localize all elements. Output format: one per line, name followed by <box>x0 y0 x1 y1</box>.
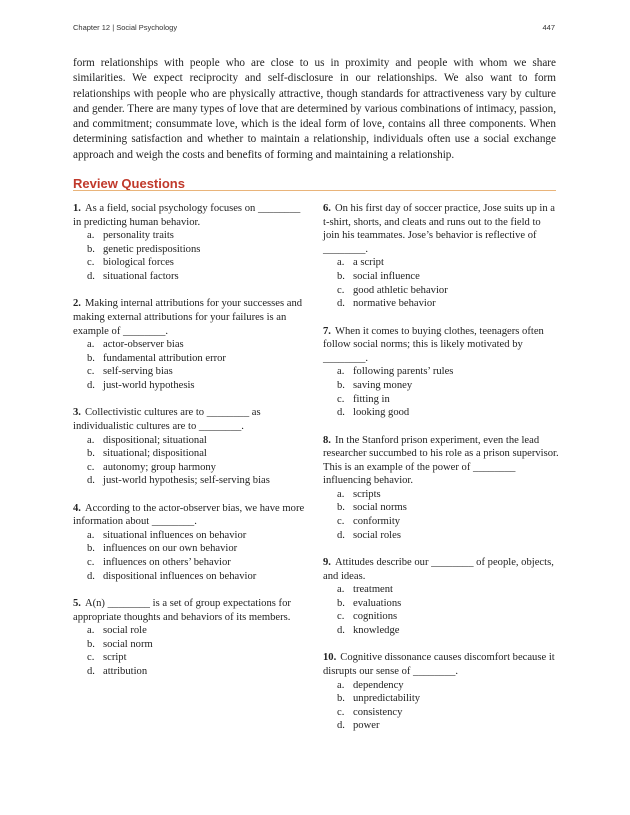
review-question <box>323 651 559 733</box>
option-text: knowledge <box>353 625 400 637</box>
option-letter: c. <box>337 706 345 718</box>
option-text: social norm <box>103 638 153 650</box>
answer-options <box>73 434 309 488</box>
answer-option <box>337 270 559 284</box>
option-letter: a. <box>337 366 345 378</box>
option-text: just-world hypothesis; self-serving bias <box>103 475 270 487</box>
option-text: autonomy; group harmony <box>103 461 216 473</box>
question-number: 5. <box>73 598 81 610</box>
question-text: According to the actor-observer bias, we have more information about ________. <box>73 502 305 528</box>
question-spacer <box>73 393 309 407</box>
option-text: treatment <box>353 584 394 596</box>
option-text: unpredictability <box>353 693 421 705</box>
answer-option <box>87 638 309 652</box>
answer-option <box>87 461 309 475</box>
option-letter: d. <box>337 529 345 541</box>
option-letter: b. <box>87 243 95 255</box>
answer-option <box>87 270 309 284</box>
answer-option <box>87 379 309 393</box>
option-text: social role <box>103 625 147 637</box>
option-text: evaluations <box>353 597 402 609</box>
option-letter: d. <box>87 270 95 282</box>
question-number: 10. <box>323 652 337 664</box>
option-letter: a. <box>87 529 95 541</box>
answer-option <box>337 488 559 502</box>
answer-options <box>323 488 559 542</box>
question-spacer <box>73 488 309 502</box>
option-letter: d. <box>87 475 95 487</box>
answer-option <box>337 692 559 706</box>
answer-option <box>87 243 309 257</box>
option-text: following parents’ rules <box>353 366 454 378</box>
question-stem <box>323 325 559 366</box>
option-letter: c. <box>87 366 95 378</box>
answer-option <box>87 624 309 638</box>
answer-option <box>337 624 559 638</box>
section-title: Review Questions <box>73 176 185 191</box>
answer-option <box>337 406 559 420</box>
option-letter: d. <box>87 570 95 582</box>
option-letter: a. <box>87 230 95 242</box>
review-question <box>73 297 309 392</box>
question-text: Cognitive dissonance causes discomfort because it disrupts our sense of ________. <box>323 652 555 677</box>
option-letter: b. <box>87 638 95 650</box>
question-number: 2. <box>73 298 81 310</box>
option-letter: d. <box>87 379 95 391</box>
question-text: As a field, social psychology focuses on ________ in predicting human behavior. <box>73 203 301 228</box>
option-text: influences on others’ behavior <box>103 557 231 569</box>
option-text: conformity <box>353 516 401 528</box>
question-text: A(n) ________ is a set of group expectations for appropriate thoughts and behaviors of its members. <box>73 598 291 623</box>
answer-option <box>87 542 309 556</box>
option-text: genetic predispositions <box>103 243 201 255</box>
option-text: attribution <box>103 666 148 677</box>
answer-option <box>87 365 309 379</box>
review-question <box>323 556 559 638</box>
answer-option <box>87 665 309 679</box>
option-text: a script <box>353 257 384 269</box>
option-letter: a. <box>337 584 345 596</box>
option-text: normative behavior <box>353 298 436 310</box>
answer-options <box>73 229 309 283</box>
answer-option <box>87 256 309 270</box>
question-stem <box>73 597 309 624</box>
option-text: personality traits <box>103 230 174 242</box>
option-text: situational influences on behavior <box>103 529 247 541</box>
answer-option <box>87 651 309 665</box>
question-stem <box>73 297 309 338</box>
option-text: social influence <box>353 270 420 282</box>
answer-option <box>337 256 559 270</box>
option-text: self-serving bias <box>103 366 173 378</box>
option-letter: d. <box>87 666 95 677</box>
review-question <box>323 202 559 311</box>
review-question <box>73 202 309 284</box>
question-text: When it comes to buying clothes, teenagers often follow social norms; this is likely motivated by ________. <box>323 325 544 364</box>
option-letter: a. <box>87 339 95 351</box>
option-text: influences on our own behavior <box>103 543 238 555</box>
answer-options <box>323 583 559 637</box>
option-letter: a. <box>337 488 345 500</box>
question-stem <box>323 202 559 256</box>
review-question <box>323 434 559 543</box>
option-letter: a. <box>87 625 95 637</box>
answer-option <box>87 447 309 461</box>
review-question <box>73 597 309 679</box>
option-text: social roles <box>353 529 401 541</box>
option-letter: c. <box>87 257 95 269</box>
answer-options <box>323 679 559 733</box>
question-number: 4. <box>73 502 81 514</box>
question-spacer <box>323 638 559 652</box>
answer-option <box>337 501 559 515</box>
question-stem <box>73 202 309 229</box>
question-spacer <box>323 542 559 556</box>
answer-option <box>337 597 559 611</box>
answer-option <box>337 515 559 529</box>
question-spacer <box>73 583 309 597</box>
intro-paragraph: form relationships with people who are close to us in proximity and people with whom we share similarities. We expect reciprocity and self-disclosure in our relationships. We also want to form relationships with people who are physically attractive, though standards for attractiveness vary by culture and gender. There are many types of love that are determined by various combinations of intimacy, passion, and commitment; consummate love, which is the ideal form of love, contains all three components. When determining satisfaction and whether to maintain a relationship, individuals often use a social exchange approach and weigh the costs and benefits of forming and maintaining a relationship. <box>73 57 556 161</box>
review-question <box>323 325 559 420</box>
answer-options <box>323 256 559 310</box>
answer-options <box>73 529 309 583</box>
option-text: script <box>103 652 127 664</box>
option-text: social norms <box>353 502 407 514</box>
question-number: 7. <box>323 325 331 337</box>
question-number: 9. <box>323 557 331 569</box>
answer-option <box>87 229 309 243</box>
question-number: 3. <box>73 407 81 419</box>
option-letter: b. <box>337 693 345 705</box>
answer-option <box>337 379 559 393</box>
answer-option <box>87 570 309 584</box>
option-letter: b. <box>87 543 95 555</box>
option-text: looking good <box>353 407 410 419</box>
option-text: dispositional; situational <box>103 434 207 446</box>
question-text: On his first day of soccer practice, Jose suits up in a t-shirt, shorts, and cleats and runs out to the field to join his teammates. Jose’s behavior is reflective of ________. <box>323 203 556 255</box>
option-letter: a. <box>87 434 95 446</box>
answer-option <box>87 434 309 448</box>
option-text: power <box>353 720 380 732</box>
answer-option <box>87 338 309 352</box>
answer-option <box>87 556 309 570</box>
option-letter: a. <box>337 257 345 269</box>
answer-option <box>337 706 559 720</box>
option-letter: b. <box>87 352 95 364</box>
option-text: cognitions <box>353 611 398 623</box>
question-text: In the Stanford prison experiment, even the lead researcher succumbed to his role as a prison supervisor. This is an example of the power of ________ influencing behavior. <box>323 434 559 487</box>
review-question <box>73 502 309 584</box>
answer-option <box>337 529 559 543</box>
section-divider <box>73 190 556 191</box>
answer-options <box>323 365 559 419</box>
option-letter: d. <box>337 625 345 637</box>
answer-option <box>337 610 559 624</box>
question-text: Collectivistic cultures are to ________ as individualistic cultures are to ________. <box>73 407 261 432</box>
option-text: just-world hypothesis <box>103 379 195 391</box>
option-letter: b. <box>337 502 345 514</box>
answer-option <box>87 474 309 488</box>
option-letter: c. <box>337 393 345 405</box>
answer-option <box>337 679 559 693</box>
option-text: saving money <box>353 379 413 391</box>
answer-options <box>73 624 309 678</box>
option-letter: d. <box>337 720 345 732</box>
answer-option <box>337 393 559 407</box>
question-stem <box>323 434 559 488</box>
running-header-chapter: Chapter 12 | Social Psychology <box>73 23 178 32</box>
question-text: Attitudes describe our ________ of people, objects, and ideas. <box>323 557 554 582</box>
question-spacer <box>73 284 309 298</box>
question-stem <box>73 406 309 433</box>
option-letter: c. <box>337 284 345 296</box>
question-text: Making internal attributions for your successes and making external attributions for your failures is an example of ________. <box>73 298 303 337</box>
answer-option <box>87 352 309 366</box>
option-letter: b. <box>337 270 345 282</box>
question-spacer <box>323 420 559 434</box>
answer-option <box>337 284 559 298</box>
review-question <box>73 406 309 488</box>
answer-option <box>87 529 309 543</box>
option-letter: b. <box>337 597 345 609</box>
option-text: scripts <box>353 488 381 500</box>
option-text: fundamental attribution error <box>103 352 226 364</box>
option-text: situational; dispositional <box>103 448 207 460</box>
answer-options <box>73 338 309 392</box>
question-number: 1. <box>73 203 81 214</box>
questions-column-right <box>323 202 559 733</box>
questions-column-left <box>73 202 309 679</box>
answer-option <box>337 365 559 379</box>
option-text: consistency <box>353 706 403 718</box>
option-text: dependency <box>353 679 404 691</box>
question-stem <box>323 651 559 678</box>
answer-option <box>337 583 559 597</box>
question-stem <box>73 502 309 529</box>
option-text: good athletic behavior <box>353 284 448 296</box>
option-letter: c. <box>87 461 95 473</box>
question-spacer <box>323 311 559 325</box>
question-number: 8. <box>323 434 331 446</box>
question-number: 6. <box>323 203 331 214</box>
option-letter: c. <box>337 611 345 623</box>
option-letter: c. <box>337 516 345 528</box>
answer-option <box>337 297 559 311</box>
option-letter: a. <box>337 679 345 691</box>
option-text: fitting in <box>353 393 390 405</box>
option-letter: c. <box>87 652 95 664</box>
option-letter: d. <box>337 407 345 419</box>
option-letter: b. <box>337 379 345 391</box>
option-text: dispositional influences on behavior <box>103 570 257 582</box>
option-letter: d. <box>337 298 345 310</box>
page-number: 447 <box>542 23 555 32</box>
option-letter: c. <box>87 557 95 569</box>
answer-option <box>337 719 559 733</box>
option-text: actor-observer bias <box>103 339 184 351</box>
question-stem <box>323 556 559 583</box>
option-letter: b. <box>87 448 95 460</box>
option-text: situational factors <box>103 270 179 282</box>
option-text: biological forces <box>103 257 174 269</box>
